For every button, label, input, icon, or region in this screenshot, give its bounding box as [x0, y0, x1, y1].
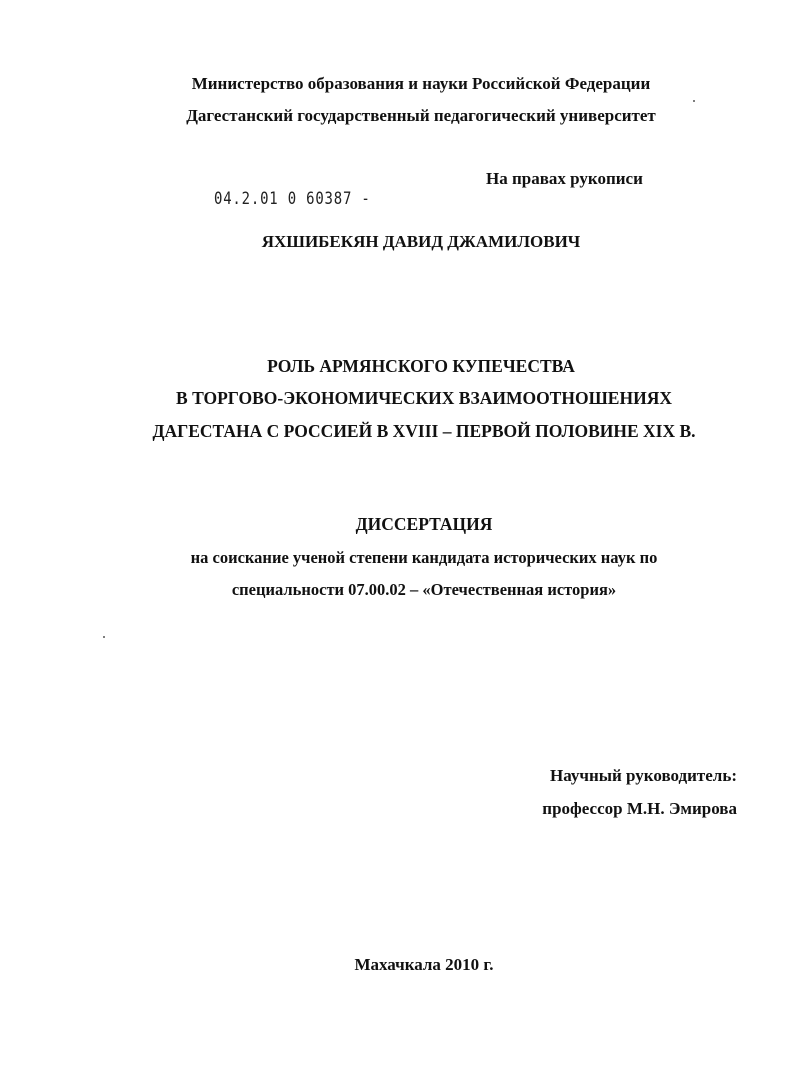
scan-speck: [693, 100, 695, 102]
degree-line-1: на соискание ученой степени кандидата исторических наук по: [190, 548, 658, 567]
supervisor-label: Научный руководитель:: [550, 766, 737, 785]
manuscript-rights-note: На правах рукописи: [486, 169, 643, 188]
supervisor-name: профессор М.Н. Эмирова: [542, 799, 737, 818]
scan-speck: [103, 636, 105, 638]
thesis-title-line-2: В ТОРГОВО-ЭКОНОМИЧЕСКИХ ВЗАИМООТНОШЕНИЯХ: [176, 388, 672, 408]
thesis-title-line-1: РОЛЬ АРМЯНСКОГО КУПЕЧЕСТВА: [267, 356, 575, 376]
degree-line-2: специальности 07.00.02 – «Отечественная история»: [231, 580, 617, 599]
thesis-title-line-3: ДАГЕСТАНА С РОССИЕЙ В XVIII – ПЕРВОЙ ПОЛОВИНЕ XIX В.: [152, 421, 696, 441]
author-name: ЯХШИБЕКЯН ДАВИД ДЖАМИЛОВИЧ: [261, 232, 581, 251]
university-heading: Дагестанский государственный педагогический университет: [186, 106, 656, 125]
ministry-heading: Министерство образования и науки Российской Федерации: [191, 74, 651, 93]
library-stamp-number: 04.2.01 0 60387 -: [214, 189, 371, 209]
work-type-heading: ДИССЕРТАЦИЯ: [355, 514, 493, 534]
place-and-year: Махачкала 2010 г.: [354, 955, 494, 974]
